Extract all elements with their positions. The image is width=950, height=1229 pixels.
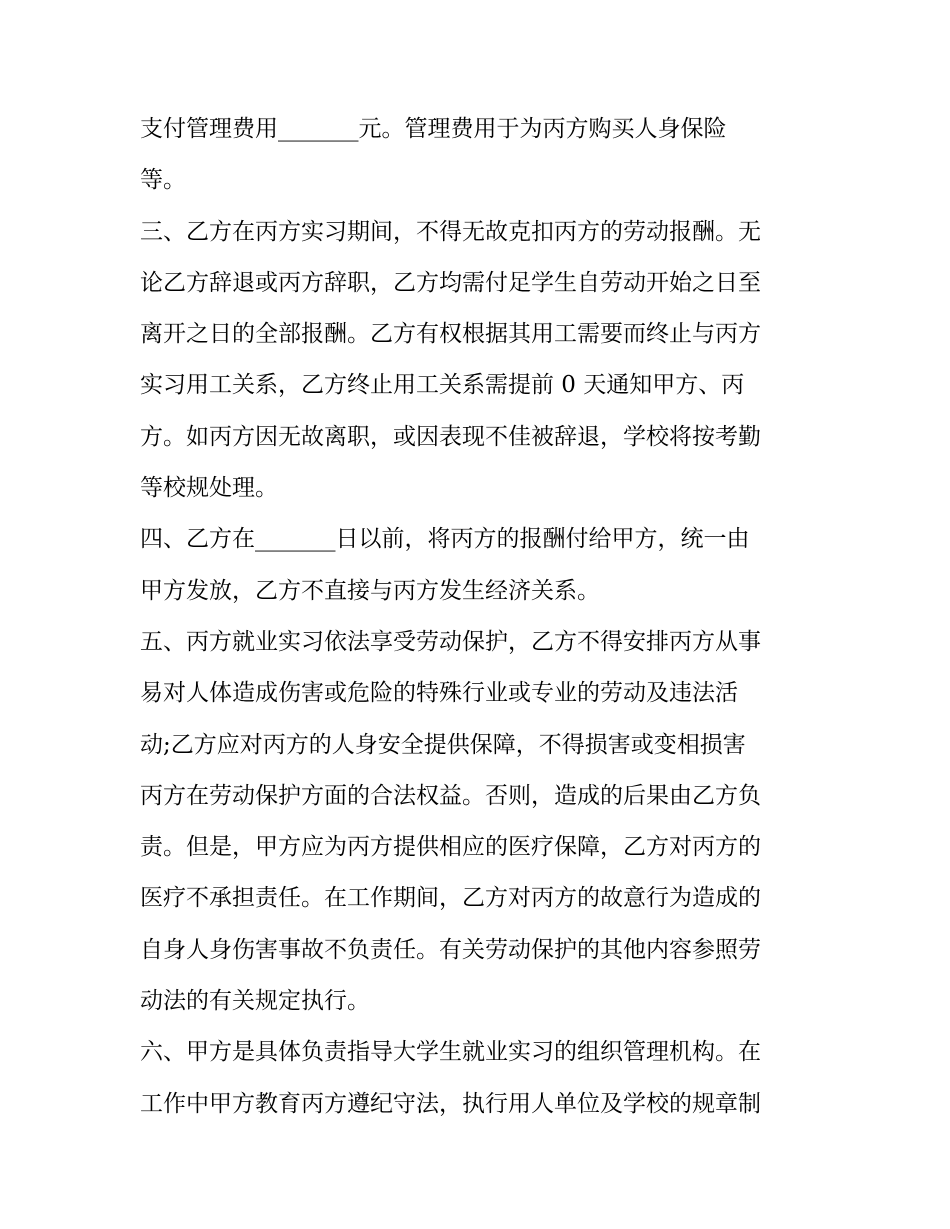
text-line: 甲方发放，乙方不直接与丙方发生经济关系。 bbox=[140, 577, 600, 604]
text-line: 医疗不承担责任。在工作期间，乙方对丙方的故意行为造成的 bbox=[140, 885, 761, 912]
text-line: 等。 bbox=[140, 167, 186, 194]
text-line: 离开之日的全部报酬。乙方有权根据其用工需要而终止与丙方 bbox=[140, 321, 761, 348]
text-line: 易对人体造成伤害或危险的特殊行业或专业的劳动及违法活 bbox=[140, 680, 738, 707]
text-line: 四、乙方在_______日以前，将丙方的报酬付给甲方，统一由 bbox=[140, 526, 750, 553]
text-line: 支付管理费用_______元。管理费用于为丙方购买人身保险 bbox=[140, 116, 727, 142]
text-line: 实习用工关系，乙方终止用工关系需提前 0 天通知甲方、丙 bbox=[140, 372, 745, 399]
text-line: 三、乙方在丙方实习期间，不得无故克扣丙方的劳动报酬。无 bbox=[140, 218, 761, 245]
text-line: 工作中甲方教育丙方遵纪守法，执行用人单位及学校的规章制 bbox=[140, 1090, 761, 1117]
text-line: 动;乙方应对丙方的人身安全提供保障，不得损害或变相损害 bbox=[140, 731, 746, 758]
text-line: 方。如丙方因无故离职，或因表现不佳被辞退，学校将按考勤 bbox=[140, 423, 761, 450]
text-line: 动法的有关规定执行。 bbox=[140, 988, 370, 1015]
text-line: 六、甲方是具体负责指导大学生就业实习的组织管理机构。在 bbox=[140, 1039, 761, 1066]
text-line: 论乙方辞退或丙方辞职，乙方均需付足学生自劳动开始之日至 bbox=[140, 269, 761, 296]
text-line: 责。但是，甲方应为丙方提供相应的医疗保障，乙方对丙方的 bbox=[140, 834, 761, 861]
document-body bbox=[140, 104, 830, 1130]
text-line: 等校规处理。 bbox=[140, 475, 278, 502]
text-line: 五、丙方就业实习依法享受劳动保护，乙方不得安排丙方从事 bbox=[140, 628, 761, 655]
text-line: 自身人身伤害事故不负责任。有关劳动保护的其他内容参照劳 bbox=[140, 936, 761, 963]
text-line: 丙方在劳动保护方面的合法权益。否则，造成的后果由乙方负 bbox=[140, 782, 761, 809]
